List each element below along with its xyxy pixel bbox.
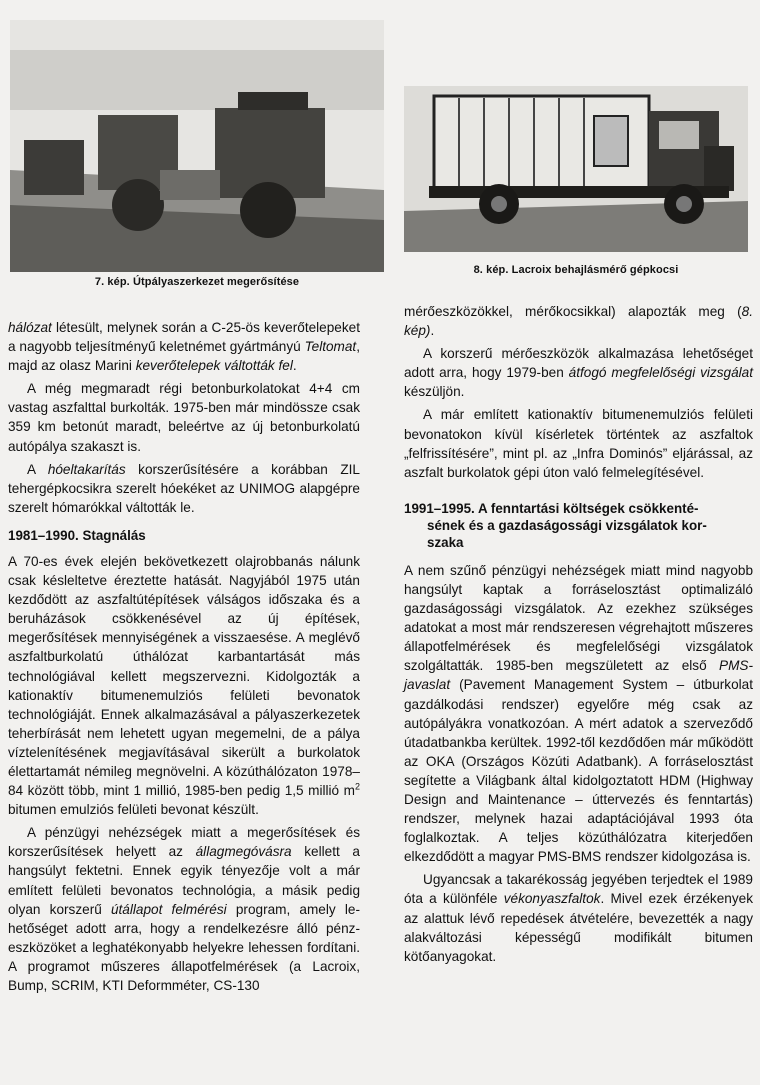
text-run: A nem szűnő pénzügyi nehézségek miatt mind nagyobb hangsúlyt kaptak a forráselosztást optimalizáló gazdaságossági vizsgálatok. Az ezekhez szükséges adatokat a most már rendszeresen végrehajtott műszeres állapotfelmérések és megfelelőségi vizsgálatok szolgáltatták. 1985-ben megszületett az első [404, 562, 753, 674]
text-run: vékonyaszfaltok [503, 891, 601, 907]
left-paragraph-4 [8, 552, 360, 819]
text-run: . [292, 358, 297, 374]
text-run: kellett a hangsúlyt fektetni. Ennek egyik tényezője volt a már említett felületi bevonatos technológia, a másik pedig olyan korszerű [8, 844, 360, 917]
text-run: 8. kép) [404, 304, 753, 339]
text-run: (Pavement Management System – útburkolat gazdálkodási rendszer) egyelőre még csak az autópályákra vonatkozóan. A mért adatok a szerveződő útadatbankba kerültek. 1992-től kezdődően már működött az OKA (Országos Közúti Adatbank). A forráselosztást segítette a Világbank által kidolgoztatott HDM (Highway Design and Maintenance – úttervezés és fenntartás) rendszer, melynek hazai adaptációjával 1993 óta foglalkoztak. A teljes közúthálózatra kiterjedően elkezdődött a magyar PMS-BMS rendszer kidolgozása is. [404, 677, 753, 865]
text-run: program, amely lehetőséget adott arra, hogy a rendelkezésre álló pénzeszközöket a leghatékonyabb helyekre lehessen fordítani. A programot műszeres állapotfelmérések (a Lacroix, Bump, SCRIM, KTI Deformméter, CS-130 [8, 901, 360, 993]
heading-line-2: sének és a gazdaságossági vizsgálatok kor- [427, 517, 707, 533]
text-run: A pénzügyi nehézségek miatt a megerősítések és korszerűsítések helyett az [8, 825, 360, 860]
text-run: korszerűsítésére a korábban ZIL tehergépkocsikra szerelt hóekéket az UNIMOG alapgépre szerelt hómarókkal váltották le. [8, 461, 360, 515]
right-paragraph-5 [404, 870, 753, 965]
left-paragraph-1 [8, 318, 360, 375]
text-run: bitumen emulziós felületi bevonat készült. [8, 802, 259, 818]
text-run: keverőtelepek váltották fel [135, 358, 293, 374]
figure-7-caption: 7. kép. Útpályaszerkezet megerősítése [94, 276, 300, 288]
lacroix-truck-image [404, 86, 748, 252]
text-run: hálózat [8, 320, 52, 335]
text-run: A 70-es évek elején bekövetkezett olajrobbanás nálunk csak késleltetve éreztette hatását. Nagyjából 1975 után kezdődött az aszfaltútépítések válságos időszaka és a beruházások csökkenésével az új építések, megerősítések mennyiségének a visszaesése. A meglévő aszfaltburkolatú úthálózat karbantartását más technológiával kellett megszervezni. Kidolgozták a kationaktív bitumenemulziós felületi bevonatok technológiáját. Ennek alkalmazásával a pályaszerkezetek teherbírását nem lehetett ugyan megemelni, de a pálya víztelenítésének megjavításával sikerült a burkolatok élettartamát némileg megnövelni. A közúthálózaton 1978–84 között több, mint 1 millió, 1985-ben pedig 1,5 millió m [8, 553, 360, 799]
heading-line-1: 1991–1995. A fenntartási költségek csökkenté- [404, 500, 699, 516]
text-run: Ugyancsak a takarékosság jegyében terjedtek el 1989 óta a különféle [404, 872, 753, 907]
right-paragraph-1 [404, 302, 753, 340]
text-run: létesült, melynek során a C-25-ös keverőtelepeket a nagyobb teljesítményű keletnémet gyártmányú [8, 320, 360, 355]
section-heading-1981-1990: 1981–1990. Stagnálás [8, 527, 146, 543]
heading-line-3: szaka [427, 534, 464, 550]
text-run: mérőeszközökkel, mérőkocsikkal) alapozták meg ( [404, 304, 742, 319]
right-column [404, 302, 753, 970]
text-run: . Mivel ezek érzékenyek az alattuk lévő repedések átvételére, bevezették a nagy alakváltozási képességű modifikált bitumen kötőanyagokat. [404, 891, 754, 964]
figure-8-caption: 8. kép. Lacroix behajlásmérő gépkocsi [473, 264, 679, 276]
text-run: . [430, 323, 435, 339]
section-heading-1991-1995 [404, 500, 753, 551]
text-run: hóeltakarítás [47, 461, 126, 477]
text-run: A még megmaradt régi betonburkolatokat 4+4 cm vastag aszfalttal burkolták. 1975-ben már mindössze csak 359 km betonút maradt, beleértve az új betonburkolatú autópálya szakaszt is. [8, 381, 360, 454]
left-paragraph-5 [8, 823, 360, 995]
photo-road-rollers [10, 20, 384, 272]
text-run: , majd az olasz Marini [8, 339, 360, 374]
left-paragraph-3 [8, 460, 360, 517]
photo-lacroix-truck [404, 86, 748, 252]
text-run: útállapot felmérési [110, 901, 227, 917]
text-run: 2 [354, 781, 360, 792]
text-run: állagmegóvásra [195, 844, 292, 860]
right-paragraph-2 [404, 344, 753, 401]
text-run: Teltomat [304, 339, 357, 355]
text-run: A [27, 461, 48, 477]
left-column [8, 318, 360, 999]
right-paragraph-4 [404, 561, 753, 867]
text-run: átfogó megfelelőségi vizsgálat [568, 365, 753, 381]
text-run: A korszerű mérőeszközök alkalmazása lehetőséget adott arra, hogy 1979-ben [404, 346, 753, 381]
road-rollers-image [10, 20, 384, 272]
left-paragraph-2 [8, 379, 360, 455]
text-run: A már említett kationaktív bitumenemulziós felületi bevonatokon kívül kísérletek történtek az aszfaltok „felfrissítésére”, mint pl. az „Infra Dominós” eljárással, az aszfalt burkolatok gépi úton való felmelegítésével. [404, 407, 753, 480]
right-paragraph-3 [404, 405, 753, 481]
text-run: PMS-javaslat [404, 658, 753, 693]
text-run: készüljön. [404, 384, 465, 400]
